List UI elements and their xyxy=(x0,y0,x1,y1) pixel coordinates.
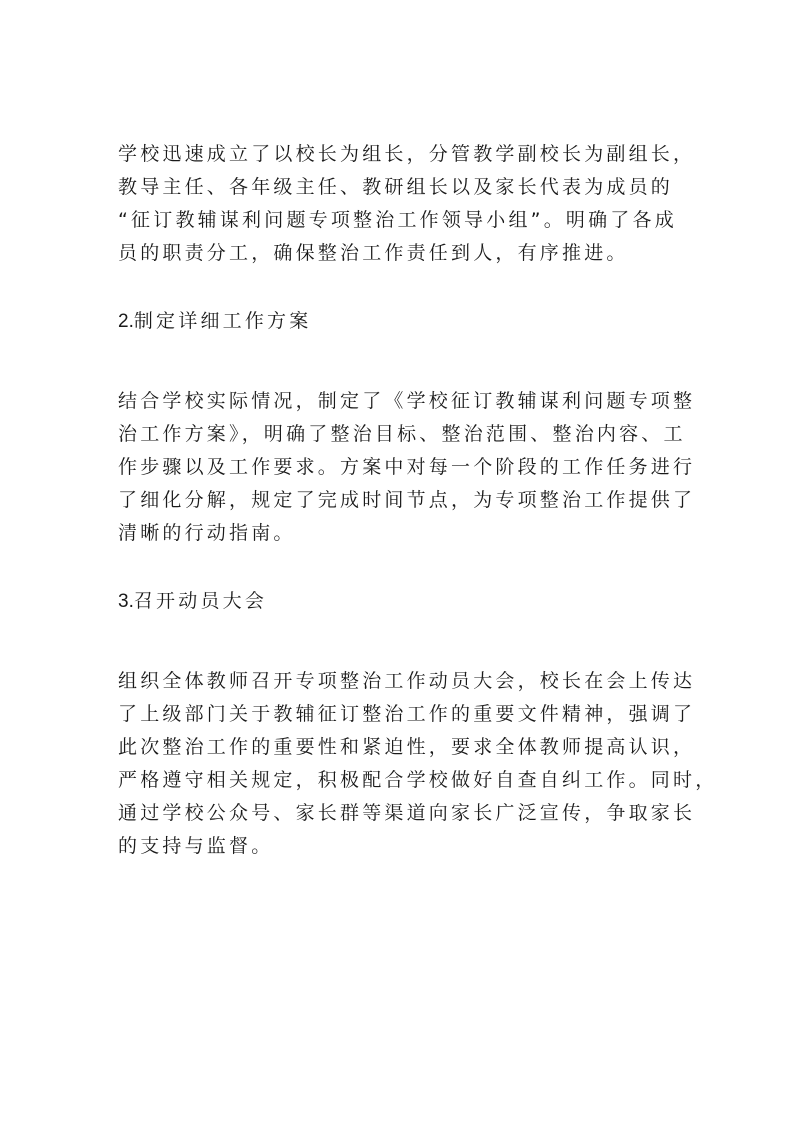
text-line: 此次整治工作的重要性和紧迫性，要求全体教师提高认识， xyxy=(118,736,696,758)
paragraph-mobilization-meeting xyxy=(118,665,718,863)
section-heading-2 xyxy=(118,305,678,338)
paragraph-work-plan xyxy=(118,385,696,550)
text-line: 的支持与监督。 xyxy=(118,835,274,857)
heading-text: 制定详细工作方案 xyxy=(133,310,312,332)
text-line: 组织全体教师召开专项整治工作动员大会，校长在会上传达 xyxy=(118,670,696,692)
heading-number: 3. xyxy=(118,591,134,612)
text-line: “征订教辅谋利问题专项整治工作领导小组”。明确了各成 xyxy=(118,209,677,231)
section-heading-3 xyxy=(118,585,678,618)
text-line: 了细化分解，规定了完成时间节点，为专项整治工作提供了 xyxy=(118,489,696,511)
text-line: 学校迅速成立了以校长为组长，分管教学副校长为副组长， xyxy=(118,143,696,165)
text-line: 清晰的行动指南。 xyxy=(118,522,296,544)
heading-text: 召开动员大会 xyxy=(133,590,268,612)
text-line: 结合学校实际情况，制定了《学校征订教辅谋利问题专项整 xyxy=(118,390,696,412)
text-line: 作步骤以及工作要求。方案中对每一个阶段的工作任务进行 xyxy=(118,456,696,478)
paragraph-leadership-group xyxy=(118,138,696,270)
document-body xyxy=(118,138,718,863)
text-line: 教导主任、各年级主任、教研组长以及家长代表为成员的 xyxy=(118,176,674,198)
text-line: 了上级部门关于教辅征订整治工作的重要文件精神，强调了 xyxy=(118,703,696,725)
text-line: 员的职责分工，确保整治工作责任到人，有序推进。 xyxy=(118,242,629,264)
text-line: 严格遵守相关规定，积极配合学校做好自查自纠工作。同时， xyxy=(118,769,718,791)
text-line: 治工作方案》，明确了整治目标、整治范围、整治内容、工 xyxy=(118,423,686,445)
text-line: 通过学校公众号、家长群等渠道向家长广泛宣传，争取家长 xyxy=(118,802,696,824)
heading-number: 2. xyxy=(118,311,134,332)
